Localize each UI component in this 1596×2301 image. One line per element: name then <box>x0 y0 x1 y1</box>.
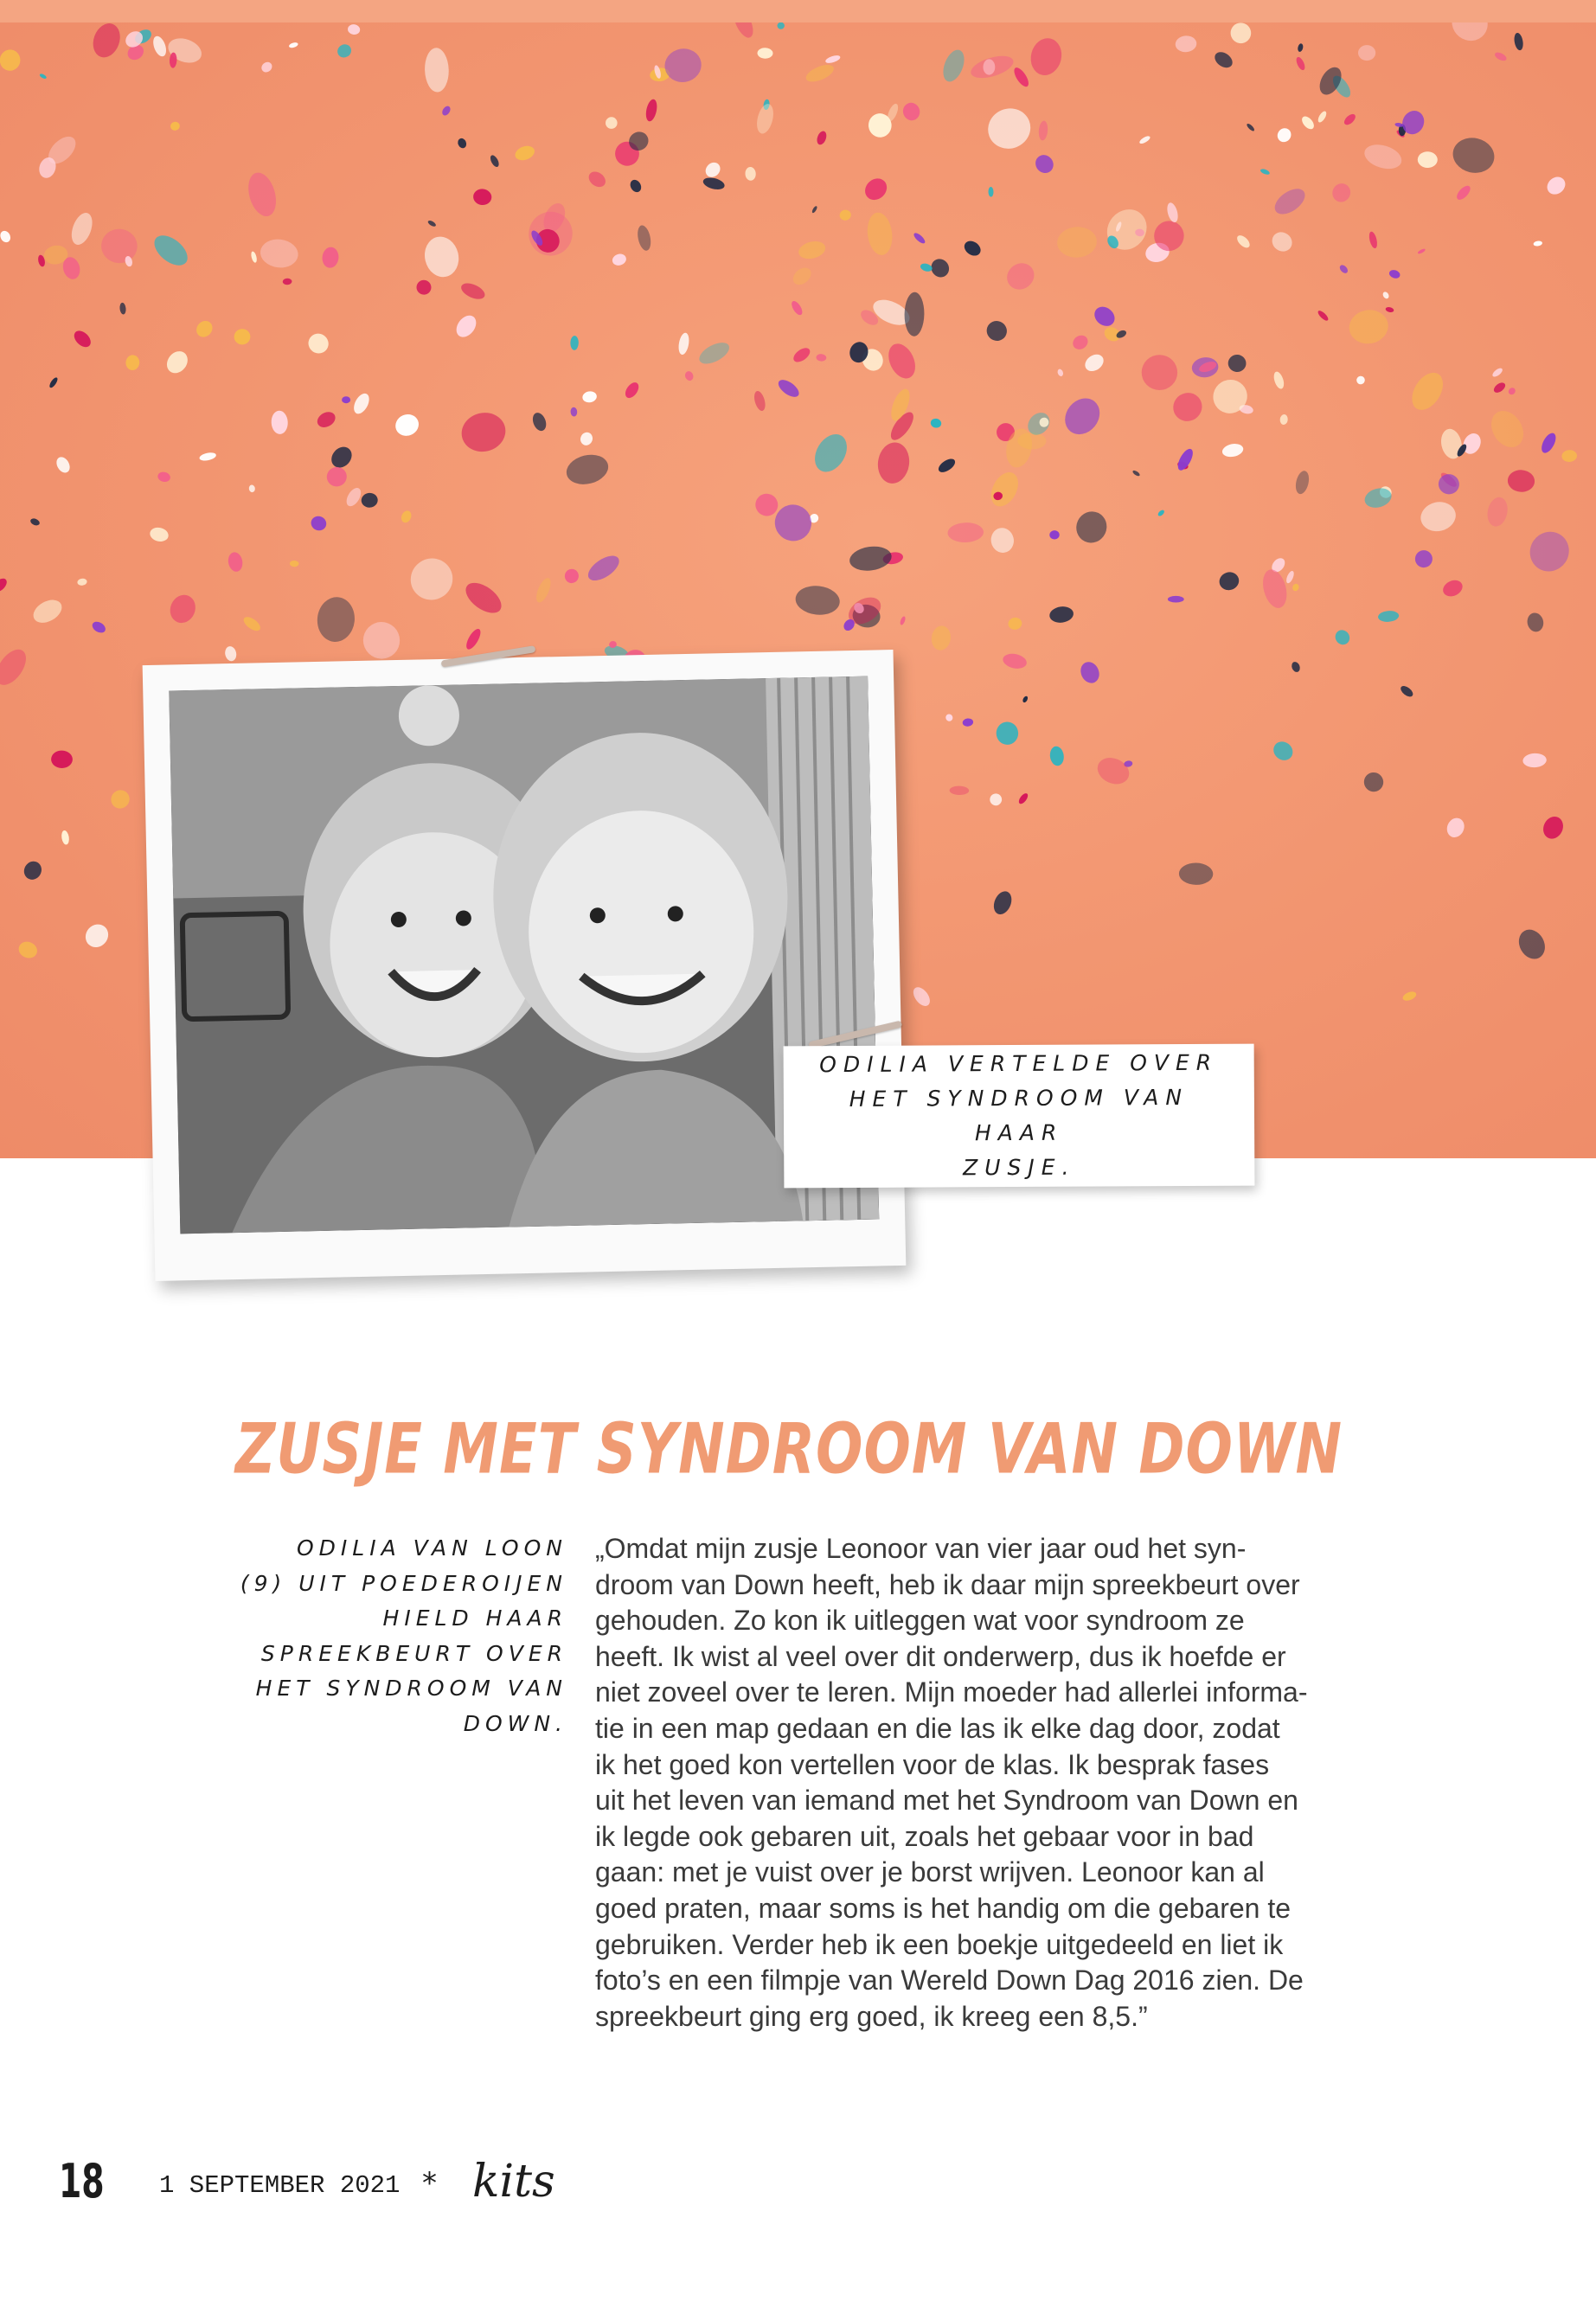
footer-separator: * <box>422 2166 437 2201</box>
confetti-piece <box>1385 306 1394 313</box>
confetti-piece <box>170 121 180 131</box>
confetti-piece <box>702 176 726 191</box>
confetti-piece <box>989 526 1016 555</box>
confetti-piece <box>1270 738 1297 764</box>
confetti-piece <box>570 407 577 416</box>
intro-line: (9) UIT POEDEROIJEN <box>240 1570 567 1596</box>
confetti-piece <box>1259 168 1271 176</box>
confetti-piece <box>1157 509 1165 516</box>
body-line: gehouden. Zo kon ik uitleggen wat voor syndroom ze <box>595 1605 1245 1637</box>
body-line: foto’s en een filmpje van Wereld Down Dag 2016 zien. De <box>595 1965 1304 1997</box>
confetti-piece <box>1561 449 1578 462</box>
confetti-piece <box>457 137 468 149</box>
confetti-piece <box>315 595 356 644</box>
confetti-piece <box>745 167 756 182</box>
confetti-piece <box>464 627 484 651</box>
confetti-piece <box>151 35 169 59</box>
confetti-piece <box>1437 472 1461 496</box>
confetti-piece <box>1082 351 1107 375</box>
confetti-piece <box>403 550 461 607</box>
confetti-piece <box>71 328 93 350</box>
confetti-piece <box>1295 55 1307 71</box>
confetti-piece <box>61 830 70 845</box>
confetti-piece <box>677 332 690 356</box>
confetti-piece <box>839 209 852 221</box>
confetti-piece <box>1246 123 1255 132</box>
confetti-piece <box>611 253 627 267</box>
confetti-piece <box>988 187 993 197</box>
intro-line: HIELD HAAR <box>382 1606 567 1631</box>
confetti-piece <box>730 22 757 41</box>
confetti-piece <box>51 750 73 768</box>
confetti-piece <box>804 61 836 85</box>
confetti-piece <box>1417 248 1426 255</box>
confetti-piece <box>1347 307 1391 347</box>
confetti-piece <box>1093 753 1133 789</box>
confetti-piece <box>241 614 263 633</box>
confetti-piece <box>1227 354 1247 373</box>
confetti-piece <box>290 561 299 567</box>
confetti-piece <box>913 231 927 245</box>
confetti-piece <box>1381 291 1390 299</box>
confetti-piece <box>696 338 733 368</box>
confetti-piece <box>947 522 984 542</box>
confetti-piece <box>945 713 954 722</box>
confetti-piece <box>534 576 554 605</box>
confetti-piece <box>1279 414 1288 426</box>
confetti-piece <box>1049 530 1060 540</box>
confetti-piece <box>808 428 853 478</box>
confetti-piece <box>811 205 818 214</box>
confetti-piece <box>777 22 785 29</box>
confetti-piece <box>579 431 594 447</box>
confetti-piece <box>1058 391 1107 441</box>
confetti-piece <box>753 390 767 413</box>
confetti-piece <box>1168 596 1184 603</box>
confetti-piece <box>899 616 906 626</box>
confetti-piece <box>904 292 925 336</box>
confetti-piece <box>193 317 215 340</box>
confetti-piece <box>149 229 193 271</box>
confetti-piece <box>513 144 536 163</box>
confetti-piece <box>1168 388 1208 426</box>
confetti-piece <box>16 939 40 960</box>
top-color-strip <box>0 0 1596 22</box>
confetti-piece <box>420 234 462 281</box>
confetti-piece <box>489 154 501 169</box>
intro-line: DOWN. <box>463 1710 567 1736</box>
confetti-piece <box>80 920 112 952</box>
confetti-piece <box>415 279 433 296</box>
confetti-piece <box>1221 442 1245 458</box>
confetti-piece <box>248 484 255 492</box>
intro-line: ODILIA VAN LOON <box>296 1535 567 1561</box>
confetti-piece <box>452 311 480 341</box>
confetti-piece <box>1270 183 1309 219</box>
confetti-piece <box>283 279 292 285</box>
confetti-piece <box>0 576 10 594</box>
intro-line: HET SYNDROOM VAN <box>255 1676 567 1701</box>
confetti-piece <box>628 178 644 195</box>
confetti-piece <box>623 380 642 401</box>
confetti-piece <box>1444 815 1467 840</box>
confetti-piece <box>989 792 1003 807</box>
confetti-piece <box>1227 22 1254 47</box>
confetti-piece <box>861 174 891 204</box>
confetti-piece <box>1179 862 1214 885</box>
confetti-piece <box>1418 151 1438 168</box>
magazine-logo: kits <box>472 2156 555 2208</box>
confetti-piece <box>1056 226 1098 260</box>
confetti-piece <box>1533 240 1542 247</box>
confetti-piece <box>149 526 170 543</box>
body-line: droom van Down heeft, heb ik daar mijn spreekbeurt over <box>595 1568 1300 1600</box>
confetti-piece <box>1388 268 1401 279</box>
confetti-piece <box>88 22 125 61</box>
confetti-piece <box>570 336 579 350</box>
confetti-piece <box>1494 51 1508 62</box>
confetti-piece <box>343 485 363 509</box>
confetti-piece <box>259 237 299 270</box>
confetti-piece <box>581 390 598 403</box>
confetti-piece <box>1259 567 1291 611</box>
article-headline: ZUSJE MET SYNDROOM VAN DOWN <box>235 1410 1343 1490</box>
article-intro <box>234 1531 567 1741</box>
confetti-piece <box>234 328 251 345</box>
confetti-piece <box>1492 381 1507 394</box>
confetti-piece <box>361 492 378 508</box>
confetti-piece <box>1008 617 1023 631</box>
confetti-piece <box>54 455 72 476</box>
intro-line: SPREEKBEURT OVER <box>260 1640 567 1666</box>
confetti-piece <box>1362 140 1405 173</box>
photo-caption <box>803 1046 1236 1187</box>
confetti-piece <box>315 409 338 431</box>
confetti-piece <box>260 60 274 74</box>
confetti-piece <box>1165 202 1180 223</box>
confetti-piece <box>288 42 298 48</box>
confetti-piece <box>530 411 548 433</box>
confetti-piece <box>1445 22 1495 48</box>
confetti-piece <box>1418 498 1458 535</box>
confetti-piece <box>901 100 922 123</box>
confetti-piece <box>99 228 138 265</box>
caption-line: HET SYNDROOM VAN HAAR <box>849 1084 1189 1146</box>
confetti-piece <box>424 48 449 93</box>
confetti-piece <box>1377 610 1399 623</box>
confetti-piece <box>1077 659 1102 686</box>
confetti-piece <box>1317 309 1330 322</box>
confetti-piece <box>1235 233 1253 249</box>
confetti-piece <box>1484 496 1509 529</box>
confetti-piece <box>271 410 288 434</box>
confetti-piece <box>1070 332 1090 352</box>
confetti-piece <box>1360 768 1387 795</box>
confetti-piece <box>662 46 703 85</box>
confetti-piece <box>996 721 1018 745</box>
confetti-piece <box>1399 684 1414 699</box>
confetti-piece <box>985 468 1023 511</box>
confetti-piece <box>603 114 619 131</box>
issue-date: 1 SEPTEMBER 2021 <box>159 2171 401 2200</box>
confetti-piece <box>163 347 192 377</box>
confetti-piece <box>1212 48 1235 70</box>
confetti-piece <box>1514 925 1550 964</box>
confetti-piece <box>790 299 804 317</box>
confetti-piece <box>347 23 361 35</box>
body-line: heeft. Ik wist al veel over dit onderwerp, dus ik hoefde er <box>595 1640 1286 1672</box>
confetti-piece <box>107 786 133 812</box>
confetti-piece <box>791 345 812 365</box>
confetti-piece <box>816 354 826 362</box>
confetti-piece <box>427 220 437 228</box>
confetti-piece <box>1002 258 1039 295</box>
body-line: ik legde ook gebaren uit, zoals het gebaar voor in bad <box>595 1820 1254 1852</box>
confetti-piece <box>563 567 580 584</box>
confetti-piece <box>119 303 126 315</box>
confetti-piece <box>1413 548 1436 571</box>
confetti-piece <box>910 984 933 1009</box>
confetti-piece <box>983 317 1010 345</box>
confetti-piece <box>754 102 776 135</box>
confetti-piece <box>199 452 217 462</box>
confetti-piece <box>335 42 353 60</box>
caption-line: ODILIA VERTELDE OVER <box>819 1049 1219 1078</box>
confetti-piece <box>472 188 492 206</box>
confetti-piece <box>702 159 723 180</box>
confetti-piece <box>1540 813 1567 842</box>
confetti-piece <box>357 616 405 664</box>
confetti-piece <box>1507 469 1535 493</box>
confetti-piece <box>1017 792 1029 805</box>
confetti-piece <box>1038 120 1048 141</box>
confetti-piece <box>458 408 510 457</box>
confetti-piece <box>39 73 48 80</box>
confetti-piece <box>962 238 984 259</box>
confetti-piece <box>304 330 332 357</box>
confetti-piece <box>224 645 238 662</box>
confetti-piece <box>77 578 87 586</box>
confetti-piece <box>1450 134 1498 177</box>
confetti-piece <box>244 170 281 220</box>
confetti-piece <box>309 514 328 533</box>
confetti-piece <box>1022 695 1029 703</box>
confetti-piece <box>775 376 801 400</box>
confetti-piece <box>936 456 957 475</box>
body-line: uit het leven van iemand met het Syndroom van Down en <box>595 1785 1298 1817</box>
body-line: niet zoveel over te leren. Mijn moeder had allerlei informa- <box>595 1676 1308 1708</box>
confetti-piece <box>1138 135 1151 145</box>
confetti-piece <box>1272 370 1285 390</box>
confetti-piece <box>1522 524 1577 579</box>
confetti-piece <box>90 619 107 635</box>
confetti-piece <box>1358 45 1375 61</box>
body-line: tie in een map gedaan en die las ik elke dag door, zodat <box>595 1712 1280 1744</box>
photo-two-girls <box>169 676 879 1234</box>
confetti-piece <box>1484 405 1529 453</box>
confetti-piece <box>797 239 827 261</box>
confetti-piece <box>1011 66 1031 89</box>
confetti-piece <box>227 551 244 573</box>
caption-line: ZUSJE. <box>963 1154 1076 1181</box>
confetti-piece <box>794 584 841 617</box>
confetti-piece <box>29 595 66 627</box>
confetti-piece <box>1513 32 1524 51</box>
confetti-piece <box>29 517 41 527</box>
confetti-piece <box>1406 367 1449 415</box>
confetti-piece <box>1522 753 1547 768</box>
confetti-piece <box>400 510 413 525</box>
confetti-piece <box>1032 151 1057 176</box>
confetti-piece <box>962 718 974 727</box>
confetti-piece <box>865 211 894 256</box>
confetti-piece <box>563 451 612 489</box>
confetti-piece <box>1091 303 1118 330</box>
confetti-piece <box>939 47 969 85</box>
confetti-piece <box>1440 577 1465 599</box>
confetti-piece <box>342 396 350 403</box>
confetti-piece <box>1071 507 1112 548</box>
confetti-piece <box>1141 355 1177 391</box>
confetti-piece <box>930 418 942 429</box>
confetti-piece <box>1027 35 1065 78</box>
confetti-piece <box>0 644 32 690</box>
body-line: spreekbeurt ging erg goed, ik kreeg een 8,5.” <box>595 2000 1148 2032</box>
confetti-piece <box>21 858 45 883</box>
confetti-piece <box>67 210 96 247</box>
article-body <box>595 1531 1374 2035</box>
body-line: „Omdat mijn zusje Leonoor van vier jaar oud het syn- <box>595 1533 1247 1564</box>
confetti-piece <box>1330 180 1354 205</box>
body-line: gebruiken. Verder heb ik een boekje uitgedeeld en liet ik <box>595 1928 1284 1960</box>
confetti-piece <box>883 339 920 382</box>
confetti-piece <box>1175 35 1197 53</box>
confetti-piece <box>157 471 171 483</box>
confetti-piece <box>1317 110 1328 124</box>
body-line: ik het goed kon vertellen voor de klas. Ik besprak fases <box>595 1748 1270 1780</box>
page-number: 18 <box>59 2154 105 2208</box>
confetti-piece <box>327 443 356 471</box>
confetti-piece <box>1285 570 1295 585</box>
photo-caption-card <box>784 1044 1255 1189</box>
confetti-piece <box>920 262 933 272</box>
confetti-piece <box>1356 375 1366 385</box>
confetti-piece <box>815 130 828 146</box>
confetti-piece <box>0 229 12 244</box>
confetti-piece <box>1292 583 1300 593</box>
confetti-piece <box>848 544 893 574</box>
confetti-piece <box>350 391 372 416</box>
confetti-piece <box>1002 651 1029 670</box>
confetti-piece <box>875 440 912 485</box>
confetti-piece <box>1525 612 1545 634</box>
confetti-piece <box>584 551 623 586</box>
confetti-piece <box>1507 387 1516 396</box>
confetti-piece <box>636 224 653 252</box>
confetti-piece <box>1217 570 1241 593</box>
confetti-piece <box>250 251 258 263</box>
confetti-piece <box>1299 114 1316 131</box>
confetti-piece <box>930 625 952 651</box>
confetti-piece <box>48 376 60 389</box>
confetti-piece <box>1099 202 1155 258</box>
photo-scene <box>169 676 879 1234</box>
confetti-piece <box>1332 627 1352 648</box>
confetti-piece <box>458 280 487 303</box>
confetti-piece <box>1294 470 1311 496</box>
confetti-piece <box>1131 470 1140 478</box>
confetti-piece <box>586 169 608 190</box>
confetti-piece <box>1368 231 1379 249</box>
confetti-piece <box>1491 367 1504 379</box>
confetti-piece <box>950 785 970 795</box>
confetti-piece <box>1401 990 1418 1002</box>
confetti-piece <box>683 370 695 382</box>
confetti-piece <box>324 465 349 489</box>
confetti-piece <box>321 247 339 269</box>
confetti-piece <box>824 54 841 64</box>
confetti-piece <box>790 264 814 288</box>
confetti-piece <box>1048 746 1065 767</box>
confetti-piece <box>440 105 452 117</box>
confetti-piece <box>1291 661 1302 674</box>
confetti-piece <box>1048 605 1074 624</box>
confetti-piece <box>1268 228 1296 255</box>
confetti-piece <box>1544 173 1569 197</box>
confetti-piece <box>644 99 659 123</box>
body-line: goed praten, maar soms is het handig om die gebaren te <box>595 1892 1292 1924</box>
confetti-piece <box>757 48 772 59</box>
confetti-piece <box>1338 264 1349 275</box>
confetti-piece <box>982 102 1036 155</box>
confetti-piece <box>460 577 506 619</box>
confetti-piece <box>392 411 422 439</box>
confetti-piece <box>1343 112 1357 127</box>
confetti-piece <box>166 591 200 626</box>
confetti-piece <box>1056 369 1064 377</box>
confetti-piece <box>125 355 141 371</box>
confetti-piece <box>990 888 1015 917</box>
confetti-piece <box>1539 431 1559 455</box>
confetti-piece <box>0 48 22 73</box>
body-line: gaan: met je vuist over je borst wrijven. Leonoor kan al <box>595 1856 1265 1888</box>
confetti-piece <box>1297 43 1304 53</box>
confetti-piece <box>1454 183 1472 202</box>
confetti-piece <box>1275 125 1294 144</box>
confetti-piece <box>968 52 1016 82</box>
